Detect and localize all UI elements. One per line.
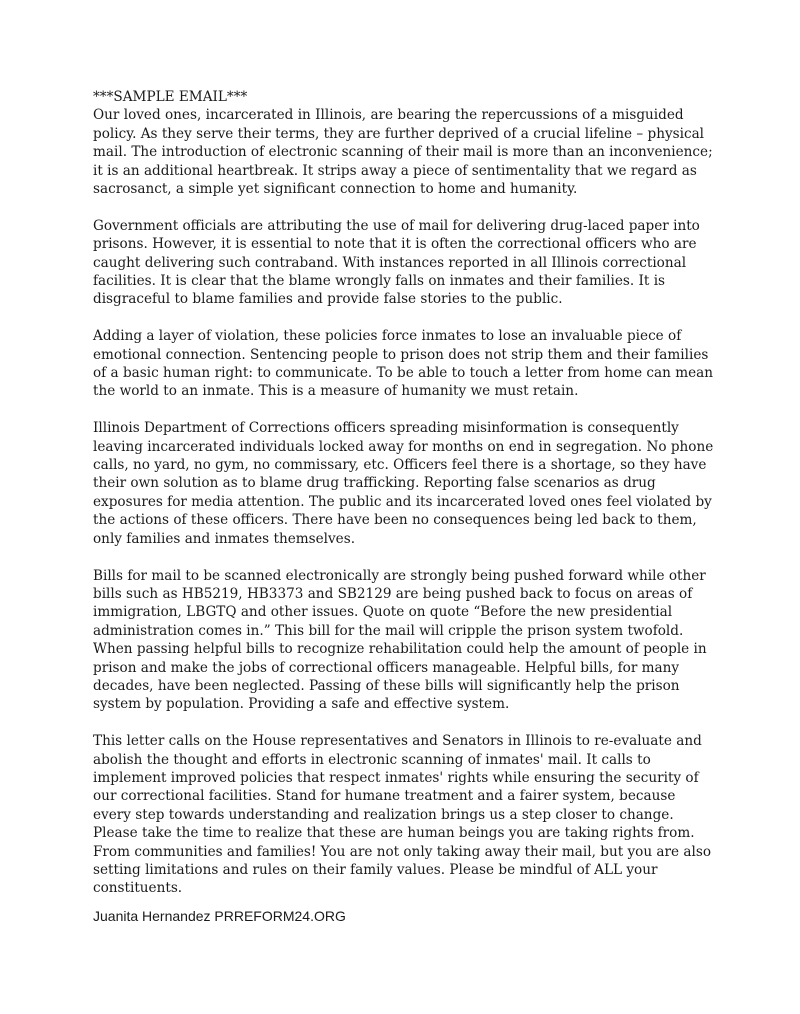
- paragraph-contraband: Government officials are attributing the use of mail for delivering drug-laced paper into prisons. However, it is essential to note that it is often the correctional officers who are caught delivering such contraband. With instances reported in all Illinois correctional facilities. It is clear that the blame wrongly falls on inmates and their families. It is disgraceful to blame families and provide false stories to the public.: [93, 217, 700, 308]
- paragraph-emotional-connection: Adding a layer of violation, these policies force inmates to lose an invaluable piece of emotional connection. Sentencing people to prison does not strip them and their families of a basic human right: to communicate. To be able to touch a letter from home can mean the world to an inmate. This is a measure of humanity we must retain.: [93, 328, 714, 400]
- email-document: [93, 88, 715, 916]
- signature-line: Juanita Hernandez PRREFORM24.ORG: [93, 908, 346, 924]
- paragraph-misinformation: Illinois Department of Corrections officers spreading misinformation is consequently leaving incarcerated individuals locked away for months on end in segregation. No phone calls, no yard, no gym, no commissary, etc. Officers feel there is a shortage, so they have their own solution as to blame drug trafficking. Reporting false scenarios as drug exposures for media attention. The public and its incarcerated loved ones feel violated by the actions of these officers. There have been no consequences being led back to them, only families and inmates themselves.: [93, 420, 714, 547]
- paragraph-bills: Bills for mail to be scanned electronically are strongly being pushed forward while other bills such as HB5219, HB3373 and SB2129 are being pushed back to focus on areas of immigration, LBGTQ and other issues. Quote on quote “Before the new presidential administration comes in.” This bill for the mail will cripple the prison system twofold. When passing helpful bills to recognize rehabilitation could help the amount of people in prison and make the jobs of correctional officers manageable. Helpful bills, for many decades, have been neglected. Passing of these bills will significantly help the prison system by population. Providing a safe and effective system.: [93, 567, 707, 713]
- paragraph-call-to-action: This letter calls on the House representatives and Senators in Illinois to re-evaluate and abolish the thought and efforts in electronic scanning of inmates' mail. It calls to implement improved policies that respect inmates' rights while ensuring the security of our correctional facilities. Stand for humane treatment and a fairer system, because every step towards understanding and realization brings us a step closer to change. Please take the time to realize that these are human beings you are taking rights from. From communities and families! You are not only taking away their mail, but you are also setting limitations and rules on their family values. Please be mindful of ALL your constituents.: [93, 733, 711, 897]
- sample-email-heading: ***SAMPLE EMAIL***: [93, 89, 248, 105]
- paragraph-intro: Our loved ones, incarcerated in Illinois, are bearing the repercussions of a misguided policy. As they serve their terms, they are further deprived of a crucial lifeline – physical mail. The introduction of electronic scanning of their mail is more than an inconvenience; it is an additional heartbreak. It strips away a piece of sentimentality that we regard as sacrosanct, a simple yet significant connection to home and humanity.: [93, 107, 713, 198]
